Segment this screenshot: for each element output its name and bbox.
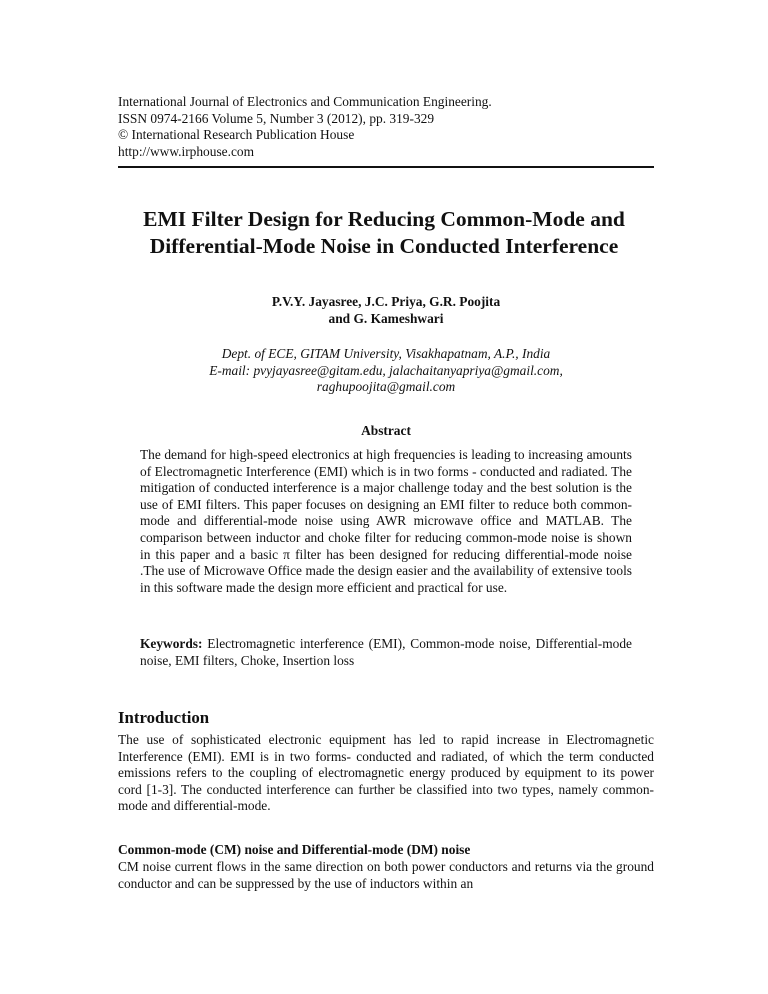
keywords-label: Keywords: <box>140 636 203 651</box>
journal-url[interactable]: http://www.irphouse.com <box>118 143 254 159</box>
abstract-text: The demand for high-speed electronics at high frequencies is leading to increasing amounts of Electromagnetic Interference (EMI) which is in two forms - conducted and radiated. The mitigation of conducted interference is a major challenge today and the best solution is the use of EMI filters. This paper focuses on designing an EMI filter to reduce both common-mode and differential-mode noise using AWR microwave office and MATLAB. The comparison between inductor and choke filter for reducing common-mode noise is shown in this paper and a basic π filter has been designed for reducing differential-mode noise .The use of Microwave Office made the design easier and the availability of extensive tools in this software made the design more efficient and practical for use. <box>140 447 632 595</box>
author-line-1: P.V.Y. Jayasree, J.C. Priya, G.R. Poojita <box>271 294 501 309</box>
paper-title-line-1: EMI Filter Design for Reducing Common-Mode and <box>143 207 625 231</box>
abstract-heading: Abstract <box>361 423 411 438</box>
affiliation-department: Dept. of ECE, GITAM University, Visakhapatnam, A.P., India <box>221 346 551 361</box>
affiliation-emails: E-mail: pvyjayasree@gitam.edu, jalachaitanyapriya@gmail.com, <box>209 362 563 378</box>
keywords-text: Electromagnetic interference (EMI), Common-mode noise, Differential-mode noise, EMI filters, Choke, Insertion loss <box>140 636 632 668</box>
cm-dm-noise-text: CM noise current flows in the same direction on both power conductors and returns via the ground conductor and can be suppressed by the use of inductors within an <box>118 859 654 891</box>
journal-publisher: © International Research Publication House <box>118 127 355 143</box>
header-divider <box>118 166 654 168</box>
keywords-paragraph <box>140 636 632 669</box>
paper-title-line-2: Differential-Mode Noise in Conducted Interference <box>149 234 619 258</box>
introduction-text: The use of sophisticated electronic equipment has led to rapid increase in Electromagnetic Interference (EMI). EMI is in two forms- conducted and radiated, of which the term conducted emissions refers to the coupling of electromagnetic energy produced by equipment to its power cord [1-3]. The conducted interference can further be classified into two types, namely common-mode and differential-mode. <box>118 732 654 814</box>
author-list <box>118 294 654 328</box>
paper-title <box>80 206 688 260</box>
affiliation-block <box>118 346 654 396</box>
journal-name: International Journal of Electronics and Communication Engineering. <box>118 94 492 109</box>
journal-header <box>118 94 658 160</box>
journal-issn-volume: ISSN 0974-2166 Volume 5, Number 3 (2012), pp. 319-329 <box>118 110 435 126</box>
cm-dm-noise-heading: Common-mode (CM) noise and Differential-mode (DM) noise <box>118 842 471 857</box>
author-line-2: and G. Kameshwari <box>328 310 444 326</box>
affiliation-emails-continued: raghupoojita@gmail.com <box>316 379 456 395</box>
introduction-heading: Introduction <box>118 708 210 727</box>
